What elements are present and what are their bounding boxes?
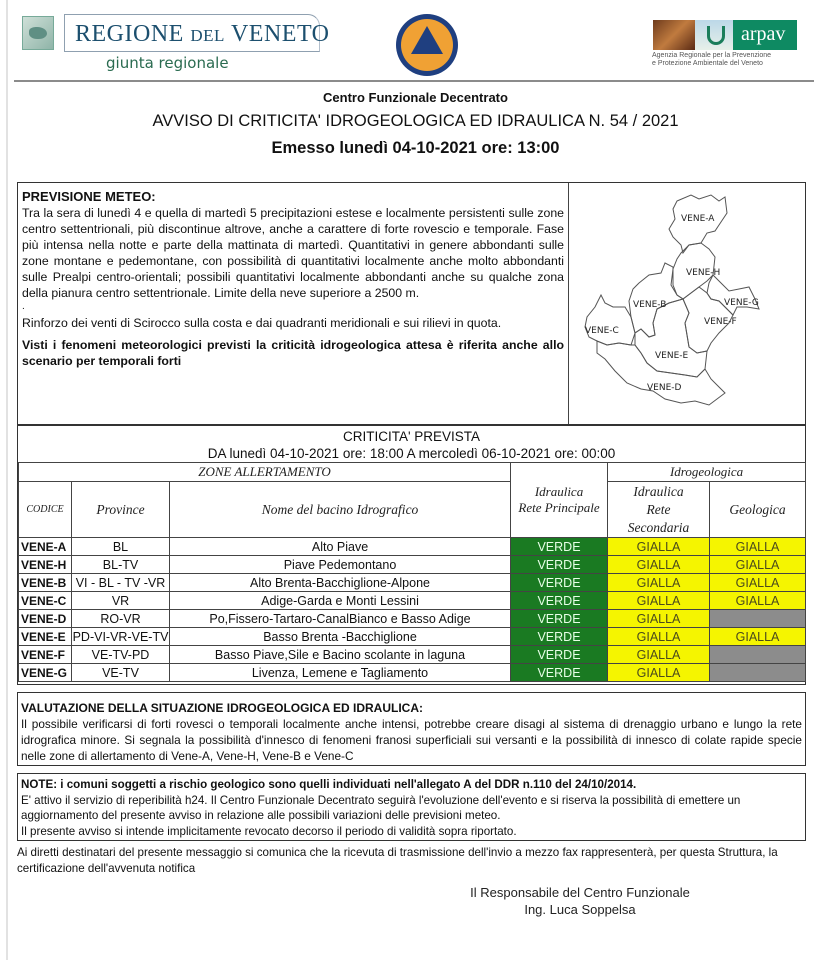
weather-forecast-text — [22, 189, 564, 369]
arpav-symbol-icon — [695, 20, 733, 50]
table-row — [19, 556, 806, 574]
cell-geologica: GIALLA — [710, 538, 806, 556]
cell-codice: VENE-F — [19, 646, 72, 664]
weather-forecast-body: Tra la sera di lunedì 4 e quella di martedì 5 precipitazioni estese e localmente persistenti sulle zone centro settentrionali, più discontinue altrove, anche a carattere di forte rovescio e temporale. Fase più intensa nella notte e parte della mattinata di martedì. Quantitativi in genere abbondanti sulle zone montane e pedemontane, con possibilità di quantitativi localmente anche molto abbondanti sulle Prealpi centro-orientali; possibili quantitativi localmente abbondanti anche su qualche zona della pianura centro settentrionale. Limite della neve superiore a 2500 m. — [22, 206, 564, 300]
fax-notice: Ai diretti destinatari del presente messaggio si comunica che la ricevuta di trasmissione dell'invio a mezzo fax rappresenterà, per questa Struttura, la certificazione dell'avvenuta notifica — [17, 846, 778, 875]
cell-rete-secondaria: GIALLA — [608, 556, 710, 574]
zone-vene-a — [669, 195, 727, 253]
criticality-table — [18, 462, 806, 682]
cell-rete-principale: VERDE — [511, 610, 608, 628]
header-divider — [14, 80, 814, 82]
criticality-section — [17, 425, 806, 685]
map-label-vene-d: VENE-D — [647, 383, 682, 393]
cell-rete-secondaria: GIALLA — [608, 646, 710, 664]
cell-codice: VENE-H — [19, 556, 72, 574]
cell-rete-principale: VERDE — [511, 556, 608, 574]
alert-zones-map — [568, 183, 805, 424]
cell-province: BL-TV — [72, 556, 170, 574]
criticality-validity: DA lunedì 04-10-2021 ore: 18:00 A mercoledì 06-10-2021 ore: 00:00 — [207, 446, 616, 461]
cell-geologica: GIALLA — [710, 574, 806, 592]
assessment-section — [17, 692, 806, 766]
cell-rete-secondaria: GIALLA — [608, 664, 710, 682]
cell-codice: VENE-C — [19, 592, 72, 610]
map-label-vene-h: VENE-H — [686, 268, 721, 278]
title-block — [0, 88, 831, 158]
table-row — [19, 664, 806, 682]
table-row — [19, 628, 806, 646]
cell-province: VI - BL - TV -VR — [72, 574, 170, 592]
cell-rete-principale: VERDE — [511, 574, 608, 592]
arpav-name: arpav — [733, 20, 797, 50]
notes-line: Il presente avviso si intende implicitamente revocato decorso il periodo di validità sopra riportato. — [21, 824, 517, 838]
assessment-heading: VALUTAZIONE DELLA SITUAZIONE IDROGEOLOGICA ED IDRAULICA: — [21, 701, 423, 715]
table-row — [19, 538, 806, 556]
notes-section — [17, 773, 806, 841]
header-idraulica-secondaria — [608, 482, 710, 538]
cell-codice: VENE-A — [19, 538, 72, 556]
cell-codice: VENE-E — [19, 628, 72, 646]
cell-codice: VENE-D — [19, 610, 72, 628]
cell-province: RO-VR — [72, 610, 170, 628]
arpav-caption-line: Agenzia Regionale per la Prevenzione — [652, 52, 772, 59]
region-name-del: DEL — [190, 26, 225, 45]
region-subtitle: giunta regionale — [106, 54, 229, 72]
cell-bacino: Piave Pedemontano — [170, 556, 511, 574]
cell-province: VE-TV — [72, 664, 170, 682]
header-text: Idraulica — [534, 484, 584, 499]
cell-geologica: GIALLA — [710, 556, 806, 574]
cell-rete-secondaria: GIALLA — [608, 592, 710, 610]
protezione-civile-logo-icon — [396, 14, 458, 76]
separator-dot: . — [22, 301, 25, 312]
lion-icon — [653, 20, 695, 50]
header-geologica: Geologica — [710, 482, 806, 538]
header-codice: CODICE — [19, 482, 72, 538]
center-name: Centro Funzionale Decentrato — [323, 90, 508, 105]
header-idraulica-principale — [511, 463, 608, 538]
signature-name: Ing. Luca Soppelsa — [524, 902, 636, 917]
map-label-vene-g: VENE-G — [724, 298, 759, 308]
regione-veneto-emblem-icon — [22, 16, 54, 50]
table-header-row — [19, 463, 806, 482]
notes-line: E' attivo il servizio di reperibilità h24. Il Centro Funzionale Decentrato seguirà l'evoluzione dell'evento e si riserva la possibilità di emettere un aggiornamento del presente avviso in relazione alle possibili variazioni delle previsioni meteo. — [21, 793, 741, 822]
cell-rete-secondaria: GIALLA — [608, 538, 710, 556]
zone-vene-g — [707, 275, 759, 315]
header-bacino: Nome del bacino Idrografico — [170, 482, 511, 538]
table-row — [19, 574, 806, 592]
header-text: Rete — [646, 501, 671, 517]
header-zone-allertamento: ZONE ALLERTAMENTO — [19, 463, 511, 482]
cell-rete-secondaria: GIALLA — [608, 574, 710, 592]
avviso-title: AVVISO DI CRITICITA' IDROGEOLOGICA ED IDRAULICA N. 54 / 2021 — [152, 112, 679, 130]
cell-geologica — [710, 610, 806, 628]
header-text: Secondaria — [627, 519, 690, 535]
cell-geologica: GIALLA — [710, 592, 806, 610]
cell-rete-secondaria: GIALLA — [608, 610, 710, 628]
scenario-statement: Visti i fenomeni meteorologici previsti la criticità idrogeologica attesa è riferita anche allo scenario per temporali forti — [22, 338, 564, 368]
cell-bacino: Livenza, Lemene e Tagliamento — [170, 664, 511, 682]
cell-rete-principale: VERDE — [511, 646, 608, 664]
issued-date: Emesso lunedì 04-10-2021 ore: 13:00 — [271, 139, 560, 157]
header-province: Province — [72, 482, 170, 538]
map-label-vene-a: VENE-A — [681, 214, 715, 224]
cell-bacino: Alto Brenta-Bacchiglione-Alpone — [170, 574, 511, 592]
wind-forecast: Rinforzo dei venti di Scirocco sulla costa e dai quadranti meridionali e sui rilievi in quota. — [22, 316, 502, 330]
region-name-main: REGIONE — [75, 21, 184, 47]
map-label-vene-e: VENE-E — [655, 351, 689, 361]
regione-veneto-logo — [64, 14, 330, 52]
cell-geologica: GIALLA — [710, 628, 806, 646]
table-header-row — [19, 482, 806, 538]
notes-heading: NOTE: i comuni soggetti a rischio geologico sono quelli individuati nell'allegato A del DDR n.110 del 24/10/2014. — [21, 778, 637, 791]
cell-rete-principale: VERDE — [511, 592, 608, 610]
arpav-logo — [653, 20, 797, 50]
cell-geologica — [710, 646, 806, 664]
arpav-caption — [652, 52, 802, 68]
cell-rete-principale: VERDE — [511, 538, 608, 556]
weather-forecast-heading: PREVISIONE METEO: — [22, 189, 156, 204]
signature-role: Il Responsabile del Centro Funzionale — [470, 885, 690, 900]
cell-province: PD-VI-VR-VE-TV — [72, 629, 169, 644]
table-row — [19, 592, 806, 610]
cell-codice: VENE-G — [19, 664, 72, 682]
cell-rete-principale: VERDE — [511, 664, 608, 682]
map-label-vene-c: VENE-C — [585, 326, 619, 336]
header-text: Idraulica — [633, 483, 684, 499]
regione-veneto-title — [75, 21, 330, 48]
cell-bacino: Alto Piave — [170, 538, 511, 556]
criticality-table-body — [19, 538, 806, 682]
assessment-body: Il possibile verificarsi di forti rovesci o temporali localmente anche intensi, potrebbe creare disagi al sistema di drenaggio urbano e lungo la rete idrografica minore. Si segnala la possibilità d'innesco di fenomeni franosi superficiali sui versanti e la possibilità di innesco di colate rapide specie nelle zone di allertamento di Vene-A, Vene-H, Vene-B e Vene-C — [21, 717, 802, 763]
signature-block — [430, 884, 730, 918]
region-name-end: VENETO — [230, 21, 330, 47]
weather-forecast-section — [17, 182, 806, 425]
cell-codice: VENE-B — [19, 574, 72, 592]
cell-rete-principale: VERDE — [511, 628, 608, 646]
cell-province: VE-TV-PD — [72, 646, 170, 664]
logo-triangle — [411, 26, 443, 54]
criticality-title: CRITICITA' PREVISTA — [342, 429, 481, 444]
cell-province: BL — [72, 538, 170, 556]
header-idrogeologica: Idrogeologica — [608, 463, 806, 482]
cell-bacino: Basso Brenta -Bacchiglione — [170, 628, 511, 646]
cell-rete-secondaria: GIALLA — [608, 628, 710, 646]
veneto-map — [569, 183, 806, 424]
cell-geologica — [710, 664, 806, 682]
zone-vene-c — [585, 295, 635, 345]
table-row — [19, 646, 806, 664]
map-label-vene-f: VENE-F — [704, 317, 737, 327]
cell-bacino: Po,Fissero-Tartaro-CanalBianco e Basso Adige — [170, 610, 511, 628]
cell-bacino: Adige-Garda e Monti Lessini — [170, 592, 511, 610]
table-row — [19, 610, 806, 628]
zone-vene-e — [635, 299, 707, 377]
arpav-caption-line: e Protezione Ambientale del Veneto — [652, 60, 763, 67]
map-label-vene-b: VENE-B — [633, 300, 667, 310]
cell-bacino: Basso Piave,Sile e Bacino scolante in laguna — [170, 646, 511, 664]
header-text: Rete Principale — [518, 500, 600, 515]
cell-province: VR — [72, 592, 170, 610]
